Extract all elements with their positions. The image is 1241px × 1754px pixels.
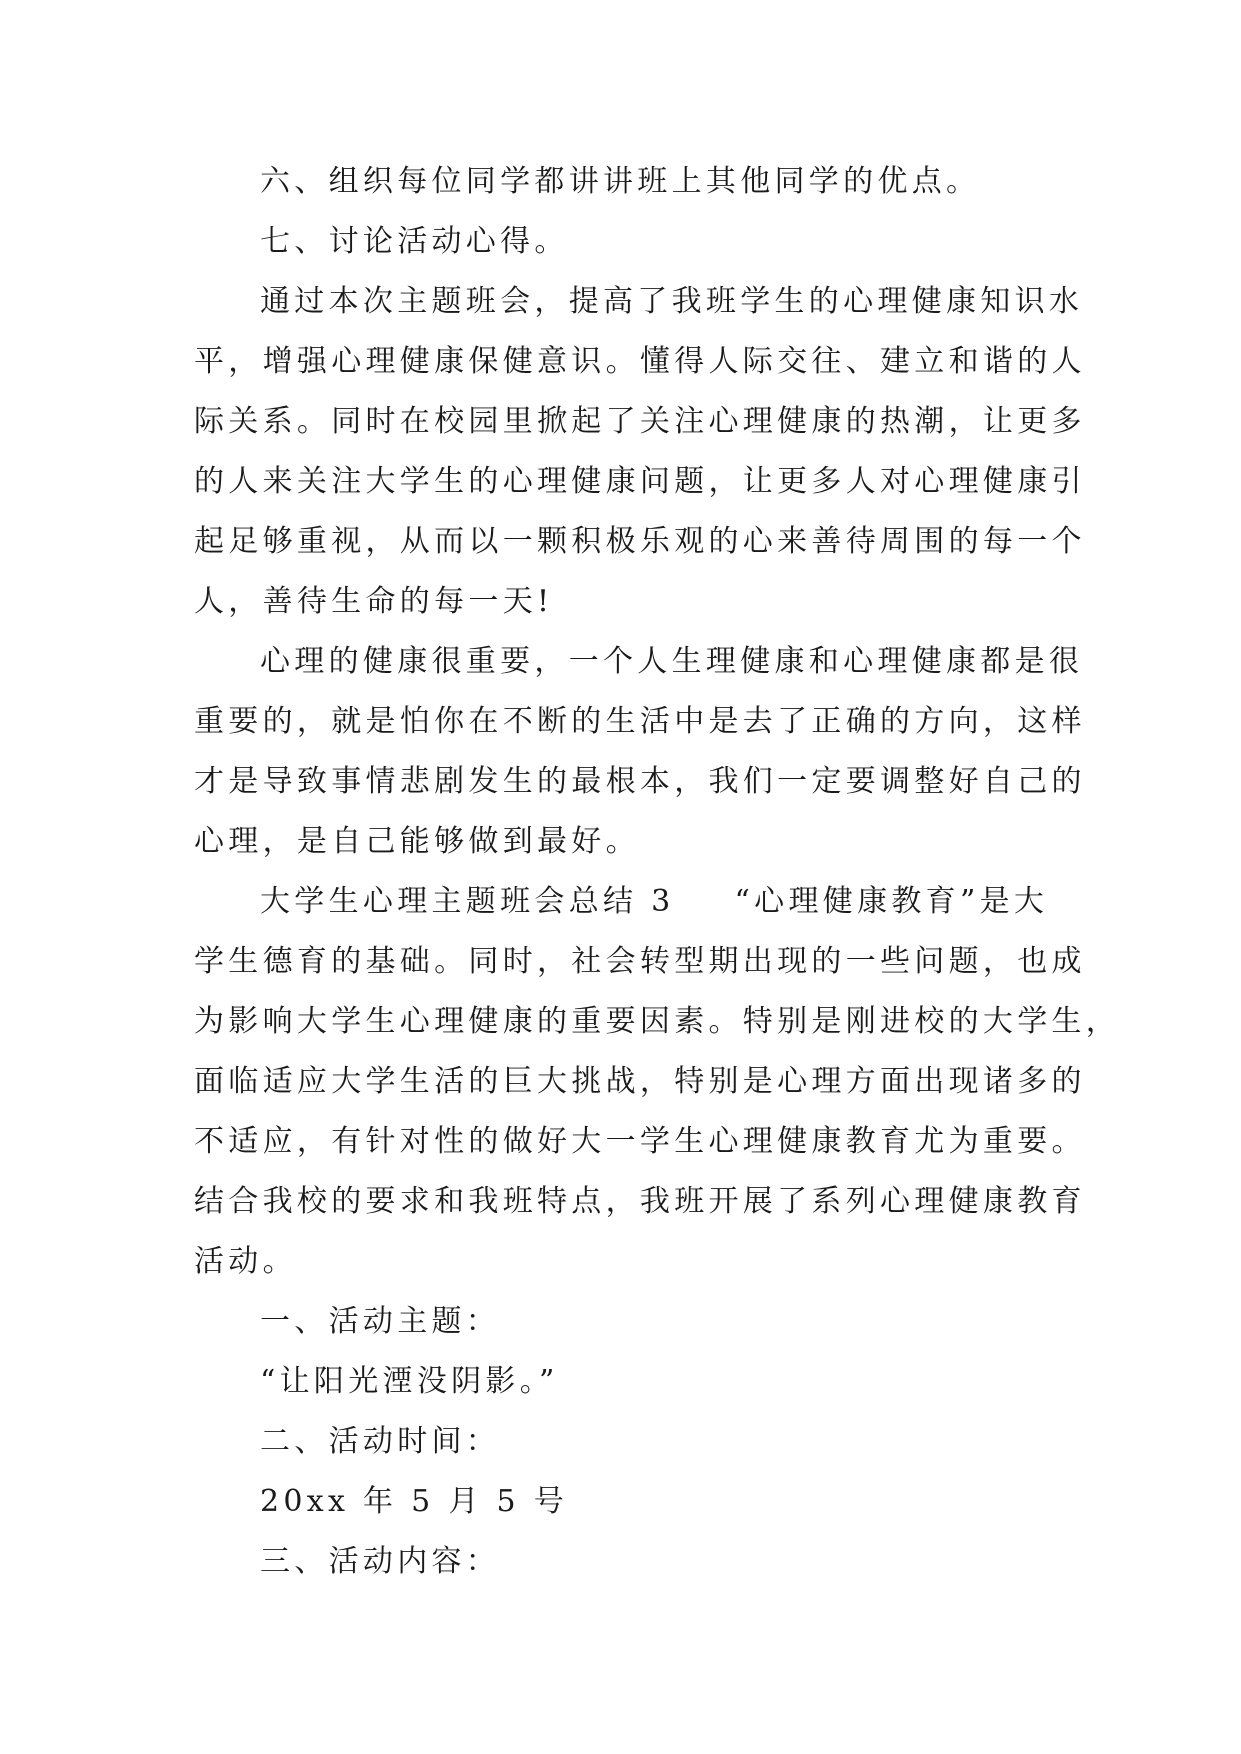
text-line: 二、活动时间：: [260, 1424, 501, 1459]
text-line: 不适应，有针对性的做好大一学生心理健康教育尤为重要。: [194, 1124, 1086, 1159]
heading-activity-time: [194, 1412, 1064, 1472]
text-line: 六、组织每位同学都讲讲班上其他同学的优点。: [260, 164, 981, 199]
paragraph-health-importance: [194, 632, 1086, 872]
text-line: 心理，是自己能够做到最好。: [194, 824, 640, 859]
text-line: 20xx 年 5 月 5 号: [260, 1484, 569, 1519]
text-line: 才是导致事情悲剧发生的最根本，我们一定要调整好自己的: [194, 764, 1086, 799]
text-line: 结合我校的要求和我班特点，我班开展了系列心理健康教育: [194, 1184, 1086, 1219]
paragraph-item-7: [194, 212, 1064, 272]
text-line: 学生德育的基础。同时，社会转型期出现的一些问题，也成: [194, 944, 1086, 979]
paragraph-summary: [194, 272, 1086, 632]
text-line: 活动。: [194, 1244, 297, 1279]
heading-activity-theme: [194, 1292, 1064, 1352]
text-line: “让阳光湮没阴影。”: [260, 1364, 559, 1399]
text-line: 重要的，就是怕你在不断的生活中是去了正确的方向，这样: [194, 704, 1086, 739]
text-line: 的人来关注大学生的心理健康问题，让更多人对心理健康引: [194, 464, 1086, 499]
paragraph-item-6: [194, 152, 1064, 212]
text-line: 际关系。同时在校园里掀起了关注心理健康的热潮，让更多: [194, 404, 1086, 439]
text-line: 起足够重视，从而以一颗积极乐观的心来善待周围的每一个: [194, 524, 1086, 559]
text-line: 人，善待生命的每一天!: [194, 584, 554, 619]
text-line: 三、活动内容：: [260, 1544, 501, 1579]
text-line: 一、活动主题：: [260, 1304, 501, 1339]
text-line: 心理的健康很重要，一个人生理健康和心理健康都是很: [260, 644, 1084, 679]
heading-activity-content: [194, 1532, 1064, 1592]
text-line: 七、讨论活动心得。: [260, 224, 569, 259]
activity-theme-value: [194, 1352, 1064, 1412]
text-line: 通过本次主题班会，提高了我班学生的心理健康知识水: [260, 284, 1084, 319]
activity-time-value: [194, 1472, 1064, 1532]
body-text: [194, 152, 1121, 1592]
text-line: 面临适应大学生活的巨大挑战，特别是心理方面出现诸多的: [194, 1064, 1086, 1099]
section-heading: 大学生心理主题班会总结 3: [260, 884, 675, 919]
paragraph-summary-3: [194, 872, 1121, 1292]
text-line-tail: “心理健康教育”是大: [734, 884, 1049, 919]
text-line: [194, 872, 1064, 932]
text-line: 平，增强心理健康保健意识。懂得人际交往、建立和谐的人: [194, 344, 1086, 379]
text-line: 为影响大学生心理健康的重要因素。特别是刚进校的大学生，: [194, 1004, 1121, 1039]
